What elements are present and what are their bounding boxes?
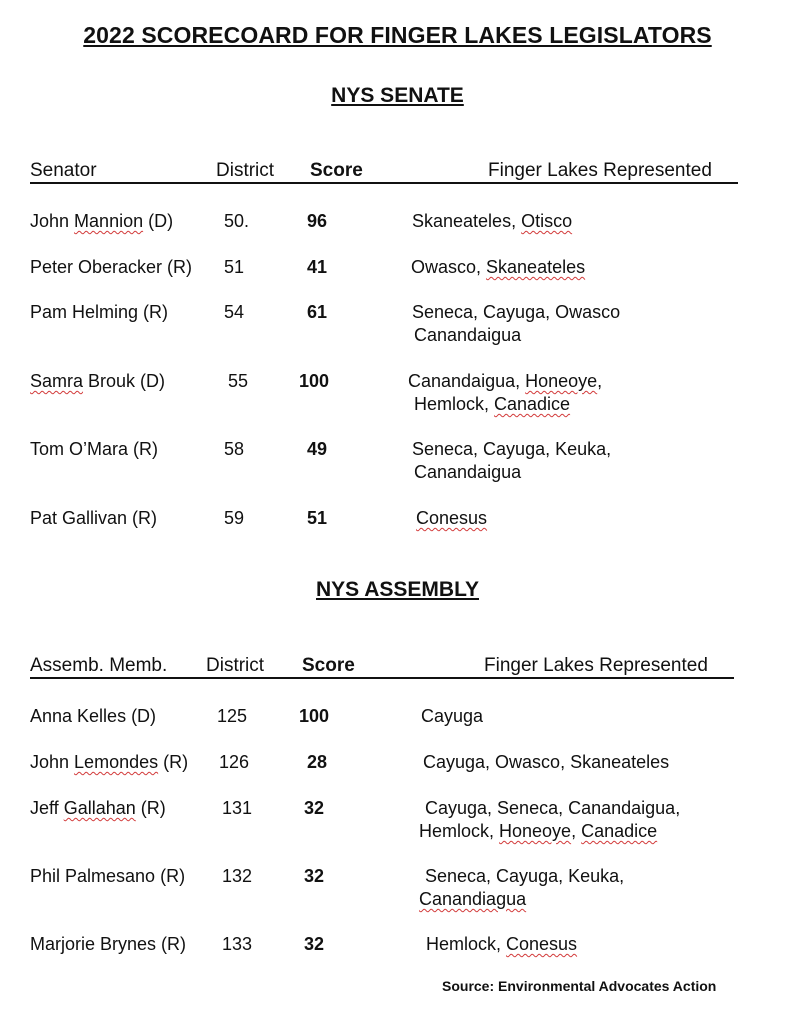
district: 125: [217, 706, 248, 726]
assembly-header-lakes: Finger Lakes Represented: [484, 655, 708, 676]
lakes-line-1: Cayuga, Seneca, Canandaigua,: [425, 798, 681, 818]
district: 58: [224, 439, 245, 459]
assembly-header-district: District: [206, 655, 265, 676]
score: 100: [299, 371, 330, 391]
source-note: Source: Environmental Advocates Action: [442, 978, 717, 994]
district: 55: [228, 371, 249, 391]
lakes-line-2: Canandiagua: [419, 889, 527, 909]
lakes: Cayuga, Owasco, Skaneateles: [423, 752, 670, 772]
assembly-section-title: NYS ASSEMBLY: [316, 578, 479, 601]
member-name: Marjorie Brynes (R): [30, 934, 187, 954]
lakes: Cayuga: [421, 706, 484, 726]
member-name: Jeff Gallahan (R): [30, 798, 166, 818]
assembly-header-member: Assemb. Memb.: [30, 655, 168, 676]
district: 54: [224, 302, 245, 322]
district: 59: [224, 508, 245, 528]
district: 126: [219, 752, 250, 772]
assembly-header-underline: [30, 677, 734, 679]
senate-header-district: District: [216, 160, 275, 181]
member-name: Pam Helming (R): [30, 302, 169, 322]
score: 28: [307, 752, 328, 772]
lakes-line-1: Seneca, Cayuga, Owasco: [412, 302, 621, 322]
district: 50.: [224, 211, 250, 231]
score: 51: [307, 508, 328, 528]
score: 41: [307, 257, 328, 277]
lakes-line-1: Seneca, Cayuga, Keuka,: [425, 866, 625, 886]
score: 96: [307, 211, 328, 231]
lakes: Hemlock, Conesus: [426, 934, 578, 954]
score: 32: [304, 866, 325, 886]
district: 51: [224, 257, 245, 277]
lakes-line-1: Canandaigua, Honeoye,: [408, 371, 603, 391]
member-name: Tom O’Mara (R): [30, 439, 159, 459]
senate-header-underline: [30, 182, 738, 184]
score: 61: [307, 302, 328, 322]
lakes: Conesus: [416, 508, 488, 528]
lakes-line-2: Hemlock, Canadice: [414, 394, 571, 414]
district: 131: [222, 798, 253, 818]
score: 100: [299, 706, 330, 726]
lakes-line-1: Seneca, Cayuga, Keuka,: [412, 439, 612, 459]
member-name: Samra Brouk (D): [30, 371, 166, 391]
member-name: Pat Gallivan (R): [30, 508, 158, 528]
senate-section-title: NYS SENATE: [331, 84, 464, 107]
member-name: John Lemondes (R): [30, 752, 189, 772]
senate-header-member: Senator: [30, 160, 97, 181]
senate-header-score: Score: [310, 160, 363, 181]
lakes: Owasco, Skaneateles: [411, 257, 586, 277]
lakes-line-2: Hemlock, Honeoye, Canadice: [419, 821, 658, 841]
district: 133: [222, 934, 253, 954]
score: 49: [307, 439, 328, 459]
lakes-line-2: Canandaigua: [414, 462, 522, 482]
member-name: Peter Oberacker (R): [30, 257, 193, 277]
score: 32: [304, 798, 325, 818]
score: 32: [304, 934, 325, 954]
member-name: John Mannion (D): [30, 211, 174, 231]
lakes-line-2: Canandaigua: [414, 325, 522, 345]
senate-header-lakes: Finger Lakes Represented: [488, 160, 712, 181]
member-name: Anna Kelles (D): [30, 706, 157, 726]
page-title: 2022 SCORECOARD FOR FINGER LAKES LEGISLATORS: [83, 22, 712, 48]
lakes: Skaneateles, Otisco: [412, 211, 573, 231]
district: 132: [222, 866, 253, 886]
member-name: Phil Palmesano (R): [30, 866, 186, 886]
assembly-header-score: Score: [302, 655, 355, 676]
